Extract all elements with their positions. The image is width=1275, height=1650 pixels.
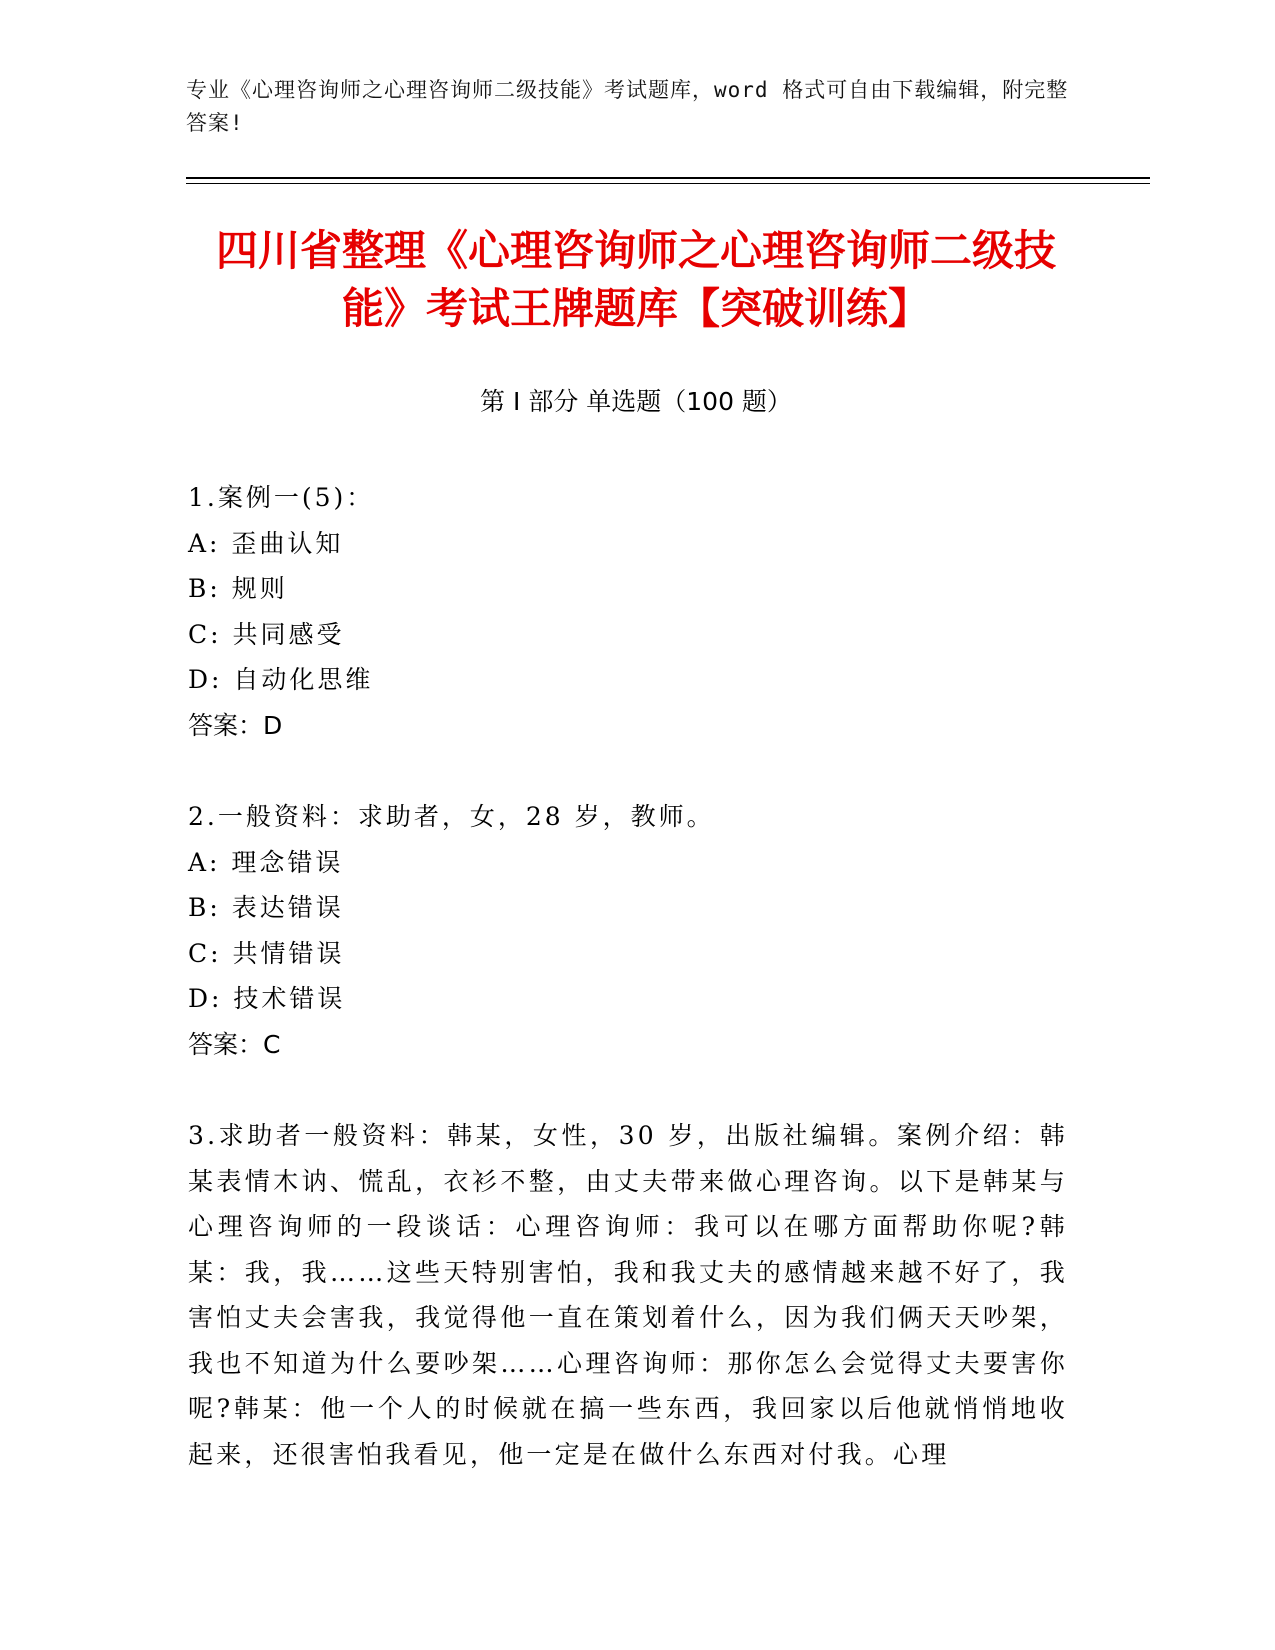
question-1 bbox=[188, 475, 1068, 748]
answer: 答案：D bbox=[188, 710, 283, 740]
option-c: C: 共同感受 bbox=[188, 619, 345, 649]
header-rule-thin bbox=[186, 183, 1150, 184]
header-note: 专业《心理咨询师之心理咨询师二级技能》考试题库，word 格式可自由下载编辑，附完整答案! bbox=[186, 78, 1069, 135]
question-2 bbox=[188, 794, 1068, 1067]
option-b: B: 表达错误 bbox=[188, 893, 344, 922]
option-a: A: 理念错误 bbox=[188, 847, 344, 877]
option-a: A: 歪曲认知 bbox=[188, 528, 344, 558]
question-stem: 1.案例一(5)： bbox=[188, 483, 375, 512]
section-title: 第 I 部分 单选题（100 题） bbox=[480, 387, 792, 416]
option-d: D: 自动化思维 bbox=[188, 665, 374, 694]
question-list bbox=[188, 475, 1068, 1523]
answer: 答案：C bbox=[188, 1029, 281, 1059]
question-stem: 2.一般资料：求助者，女，28 岁，教师。 bbox=[188, 802, 715, 831]
option-d: D: 技术错误 bbox=[188, 984, 346, 1013]
question-stem: 3.求助者一般资料：韩某，女性，30 岁，出版社编辑。案例介绍：韩某表情木讷、慌乱，衣衫不整，由丈夫带来做心理咨询。以下是韩某与心理咨询师的一段谈话：心理咨询师：我可以在哪方面帮助你呢?韩某：我，我……这些天特别害怕，我和我丈夫的感情越来越不好了，我害怕丈夫会害我，我觉得他一直在策划着什么，因为我们俩天天吵架，我也不知道为什么要吵架……心理咨询师：那你怎么会觉得丈夫要害你呢?韩某：他一个人的时候就在搞一些东西，我回家以后他就悄悄地收起来，还很害怕我看见，他一定是在做什么东西对付我。心理 bbox=[188, 1121, 1068, 1469]
option-b: B: 规则 bbox=[188, 574, 288, 603]
question-3 bbox=[188, 1113, 1068, 1477]
document-title: 四川省整理《心理咨询师之心理咨询师二级技能》考试王牌题库【突破训练】 bbox=[215, 226, 1056, 333]
header-rule-thick bbox=[186, 177, 1150, 179]
option-c: C: 共情错误 bbox=[188, 938, 345, 968]
